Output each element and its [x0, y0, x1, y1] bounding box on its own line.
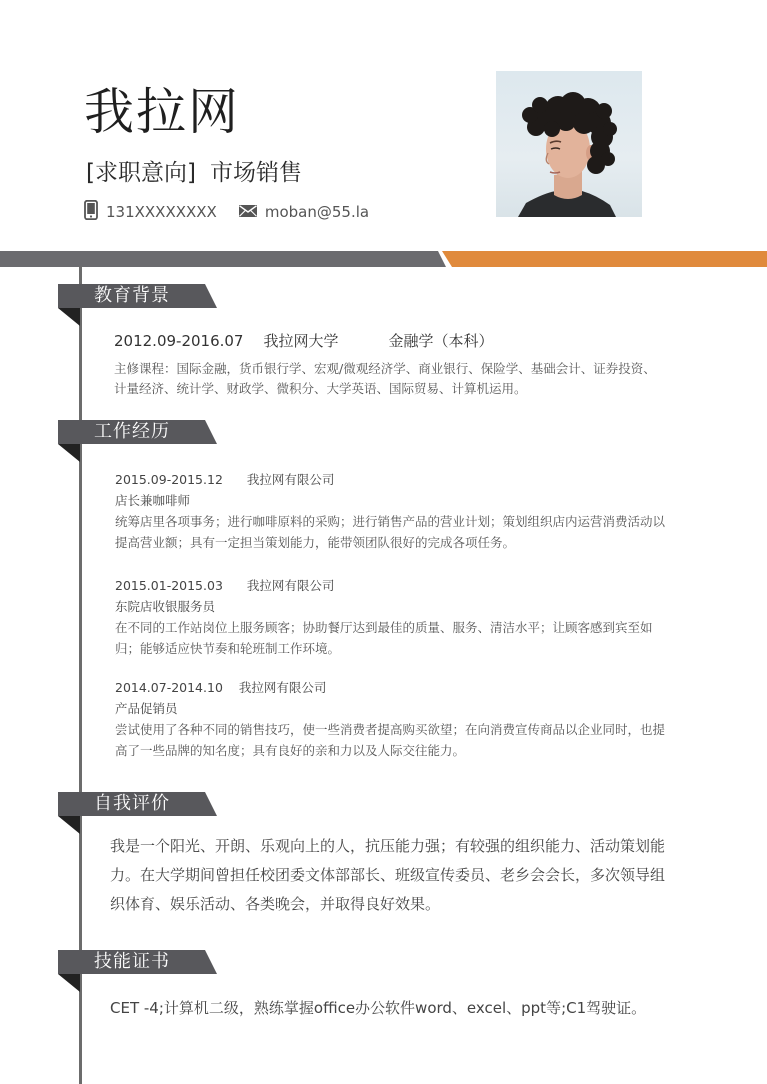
contact-info	[84, 199, 369, 225]
job-title: 产品促销员	[115, 701, 178, 716]
job-header	[115, 678, 675, 698]
education-courses: 主修课程：国际金融，货币银行学、宏观/微观经济学、商业银行、保险学、基础会计、证券投资、计量经济、统计学、财政学、微积分、大学英语、国际贸易、计算机运用。	[114, 361, 656, 396]
job-period: 2015.09-2015.12	[115, 472, 223, 487]
job-header	[115, 470, 675, 490]
education-major: 金融学（本科）	[388, 332, 494, 350]
portrait-photo	[496, 71, 642, 217]
email-address: moban@55.la	[264, 203, 370, 221]
job-header	[115, 576, 675, 596]
section-work	[58, 420, 218, 462]
job-intent-value: 市场销售	[209, 160, 302, 186]
job-title: 店长兼咖啡师	[115, 493, 191, 508]
job-description: 在不同的工作站岗位上服务顾客；协助餐厅达到最佳的质量、服务、清洁水平；让顾客感到宾至如归；能够适应快节奏和轮班制工作环境。	[115, 620, 653, 656]
job-description: 统筹店里各项事务；进行咖啡原料的采购；进行销售产品的营业计划；策划组织店内运营消费活动以提高营业额；具有一定担当策划能力，能带领团队很好的完成各项任务。	[115, 514, 666, 550]
section-title-work: 工作经历	[94, 421, 170, 442]
job-company: 我拉网有限公司	[246, 472, 335, 487]
email-wrap	[239, 203, 369, 221]
section-education	[58, 284, 218, 326]
header-divider-bar	[0, 251, 767, 267]
job-entry	[115, 576, 675, 659]
education-school: 我拉网大学	[263, 332, 339, 350]
job-company: 我拉网有限公司	[238, 680, 327, 695]
education-summary	[114, 330, 494, 351]
phone-icon	[84, 200, 98, 224]
job-entry	[115, 470, 675, 553]
education-period: 2012.09-2016.07	[114, 332, 244, 350]
section-self	[58, 792, 218, 834]
job-description: 尝试使用了各种不同的销售技巧，使一些消费者提高购买欲望；在向消费宣传商品以企业同时，也提高了一些品牌的知名度；具有良好的亲和力以及人际交往能力。	[115, 722, 666, 758]
self-evaluation-text: 我是一个阳光、开朗、乐观向上的人，抗压能力强；有较强的组织能力、活动策划能力。在大学期间曾担任校团委文体部部长、班级宣传委员、老乡会会长，多次领导组织体育、娱乐活动、各类晚会，并取得良好效果。	[110, 837, 666, 913]
job-title: 东院店收银服务员	[115, 599, 216, 614]
section-title-self: 自我评价	[94, 793, 170, 814]
job-company: 我拉网有限公司	[246, 578, 335, 593]
mail-icon	[239, 203, 257, 221]
job-period: 2014.07-2014.10	[115, 680, 223, 695]
job-period: 2015.01-2015.03	[115, 578, 223, 593]
orange-bar	[442, 251, 767, 267]
job-intent	[86, 156, 302, 190]
phone-number: 131XXXXXXXX	[106, 203, 217, 221]
section-title-skills: 技能证书	[94, 951, 170, 972]
section-skills	[58, 950, 218, 992]
candidate-name: 我拉网	[84, 83, 240, 141]
skills-text: CET -4;计算机二级，熟练掌握office办公软件word、excel、ppt等;C1驾驶证。	[110, 999, 647, 1017]
section-title-education: 教育背景	[94, 285, 170, 306]
gray-bar	[0, 251, 446, 267]
job-intent-label: [求职意向]	[86, 160, 196, 186]
job-entry	[115, 678, 675, 761]
